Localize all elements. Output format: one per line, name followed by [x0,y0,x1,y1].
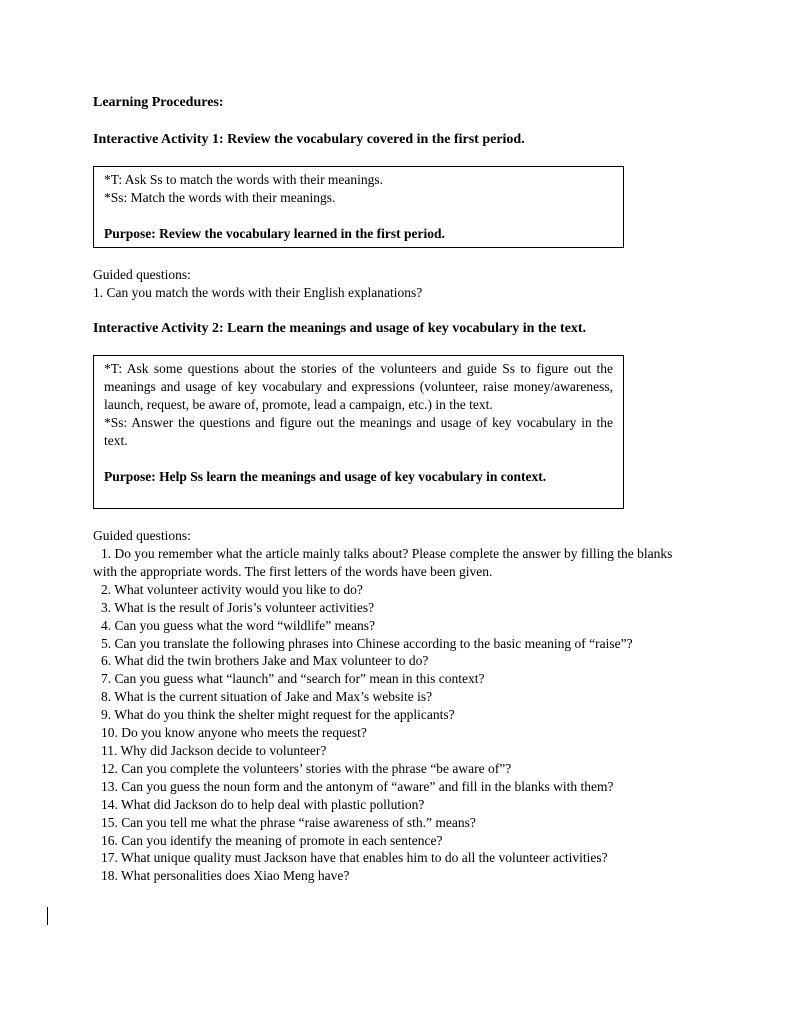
list-item: 12. Can you complete the volunteers’ stories with the phrase “be aware of”? [101,760,512,776]
list-item: 15. Can you tell me what the phrase “raise awareness of sth.” means? [101,814,476,830]
activity-1-teacher-text: *T: Ask Ss to match the words with their meanings. [104,172,384,187]
list-item: 14. What did Jackson do to help deal with plastic pollution? [101,796,425,812]
list-item: 4. Can you guess what the word “wildlife” means? [101,617,376,633]
spacer [104,450,613,468]
activity-2-purpose: Purpose: Help Ss learn the meanings and usage of key vocabulary in context. [104,469,547,484]
list-item: 3. What is the result of Joris’s volunteer activities? [101,599,375,615]
list-item: 13. Can you guess the noun form and the antonym of “aware” and fill in the blanks with them? [101,778,614,794]
activity-2-box [93,355,624,509]
spacer [104,207,613,225]
text-cursor[interactable] [47,907,48,925]
activity-2-guided-label: Guided questions: [93,528,191,543]
activity-2-teacher-text: *T: Ask some questions about the stories of the volunteers and guide Ss to figure out the meanings and usage of key vocabulary and expressions (volunteer, raise money/awareness, launch, request, be aware of, promote, lead a campaign, etc.) in the text. [104,361,613,412]
activity-1-guided-label: Guided questions: [93,267,191,282]
list-item: 9. What do you think the shelter might request for the applicants? [101,707,455,723]
list-item: 17. What unique quality must Jackson have that enables him to do all the volunteer activities? [101,850,608,866]
list-item: 16. Can you identify the meaning of promote in each sentence? [101,832,443,848]
activity-2-heading: Interactive Activity 2: Learn the meanings and usage of key vocabulary in the text. [93,321,587,336]
activity-2-students-text: *Ss: Answer the questions and figure out the meanings and usage of key vocabulary in the text. [104,415,613,448]
list-item: 1. Do you remember what the article mainly talks about? Please complete the answer by filling the blanks with the appropriate words. The first letters of the words have been given. [93,546,673,579]
activity-1-box [93,166,624,248]
activity-1-heading: Interactive Activity 1: Review the vocabulary covered in the first period. [93,132,525,147]
list-item: 7. Can you guess what “launch” and “search for” mean in this context? [101,671,485,687]
list-item: 10. Do you know anyone who meets the request? [101,725,367,741]
activity-1-purpose: Purpose: Review the vocabulary learned in the first period. [104,226,445,241]
activity-2-question-list [93,545,713,885]
list-item: 18. What personalities does Xiao Meng have? [101,868,350,884]
activity-1-students-text: *Ss: Match the words with their meanings. [104,190,336,205]
list-item: 8. What is the current situation of Jake and Max’s website is? [101,689,433,705]
activity-1-question: 1. Can you match the words with their English explanations? [93,285,423,300]
page-title: Learning Procedures: [93,95,224,110]
list-item: 2. What volunteer activity would you like to do? [101,581,363,597]
list-item: 6. What did the twin brothers Jake and Max volunteer to do? [101,653,429,669]
list-item: 11. Why did Jackson decide to volunteer? [101,742,327,758]
list-item: 5. Can you translate the following phrases into Chinese according to the basic meaning of “raise”? [101,635,633,651]
